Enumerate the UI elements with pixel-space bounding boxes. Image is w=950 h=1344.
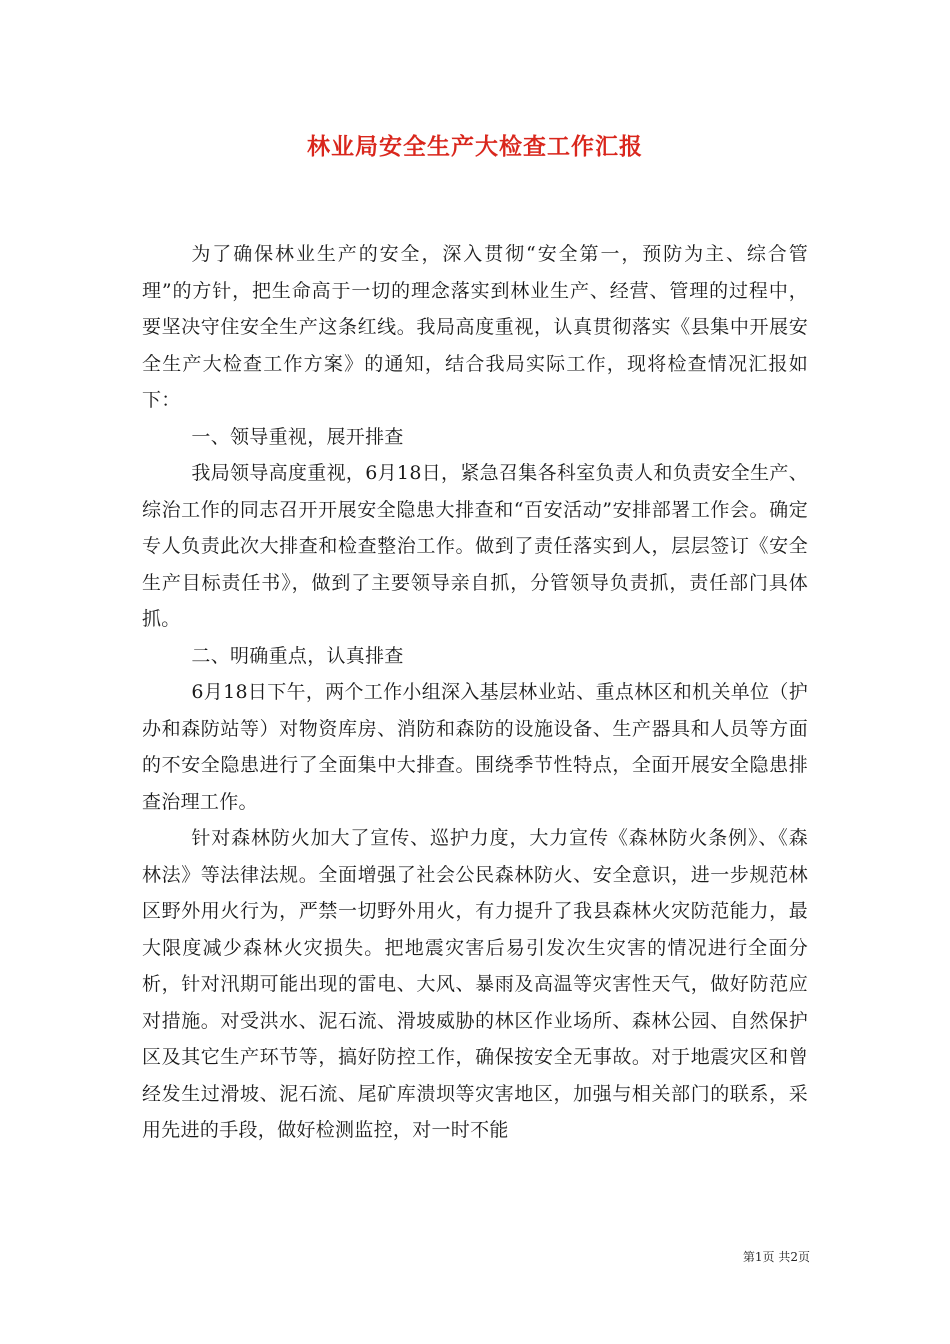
section-heading-2: 二、明确重点，认真排查 (191, 644, 404, 667)
section-heading-1: 一、领导重视，展开排查 (191, 425, 404, 448)
paragraph-section-2: 6月18日下午，两个工作小组深入基层林业站、重点林区和机关单位（护办和森防站等）对物资库房、消防和森防的设施设备、生产器具和人员等方面的不安全隐患进行了全面集中大排查。围绕季节性特点，全面开展安全隐患排查治理工作。 (142, 681, 808, 813)
paragraph-fire-prevention: 针对森林防火加大了宣传、巡护力度，大力宣传《森林防火条例》、《森林法》等法律法规。全面增强了社会公民森林防火、安全意识，进一步规范林区野外用火行为，严禁一切野外用火，有力提升了我县森林火灾防范能力，最大限度减少森林火灾损失。把地震灾害后易引发次生灾害的情况进行全面分析，针对汛期可能出现的雷电、大风、暴雨及高温等灾害性天气，做好防范应对措施。对受洪水、泥石流、滑坡威胁的林区作业场所、森林公园、自然保护区及其它生产环节等，搞好防控工作，确保按安全无事故。对于地震灾区和曾经发生过滑坡、泥石流、尾矿库溃坝等灾害地区，加强与相关部门的联系，采用先进的手段，做好检测监控，对一时不能 (142, 827, 808, 1141)
document-title: 林业局安全生产大检查工作汇报 (307, 133, 643, 160)
paragraph-intro: 为了确保林业生产的安全，深入贯彻“安全第一，预防为主、综合管理”的方针，把生命高于一切的理念落实到林业生产、经营、管理的过程中，要坚决守住安全生产这条红线。我局高度重视，认真贯彻落实《县集中开展安全生产大检查工作方案》的通知，结合我局实际工作，现将检查情况汇报如下： (142, 243, 808, 411)
document-body (142, 236, 808, 1149)
paragraph-section-1: 我局领导高度重视，6月18日，紧急召集各科室负责人和负责安全生产、综治工作的同志召开开展安全隐患大排查和“百安活动”安排部署工作会。确定专人负责此次大排查和检查整治工作。做到了责任落实到人，层层签订《安全生产目标责任书》，做到了主要领导亲自抓，分管领导负责抓，责任部门具体抓。 (142, 462, 808, 630)
page-number: 第1页 共2页 (742, 1250, 810, 1264)
